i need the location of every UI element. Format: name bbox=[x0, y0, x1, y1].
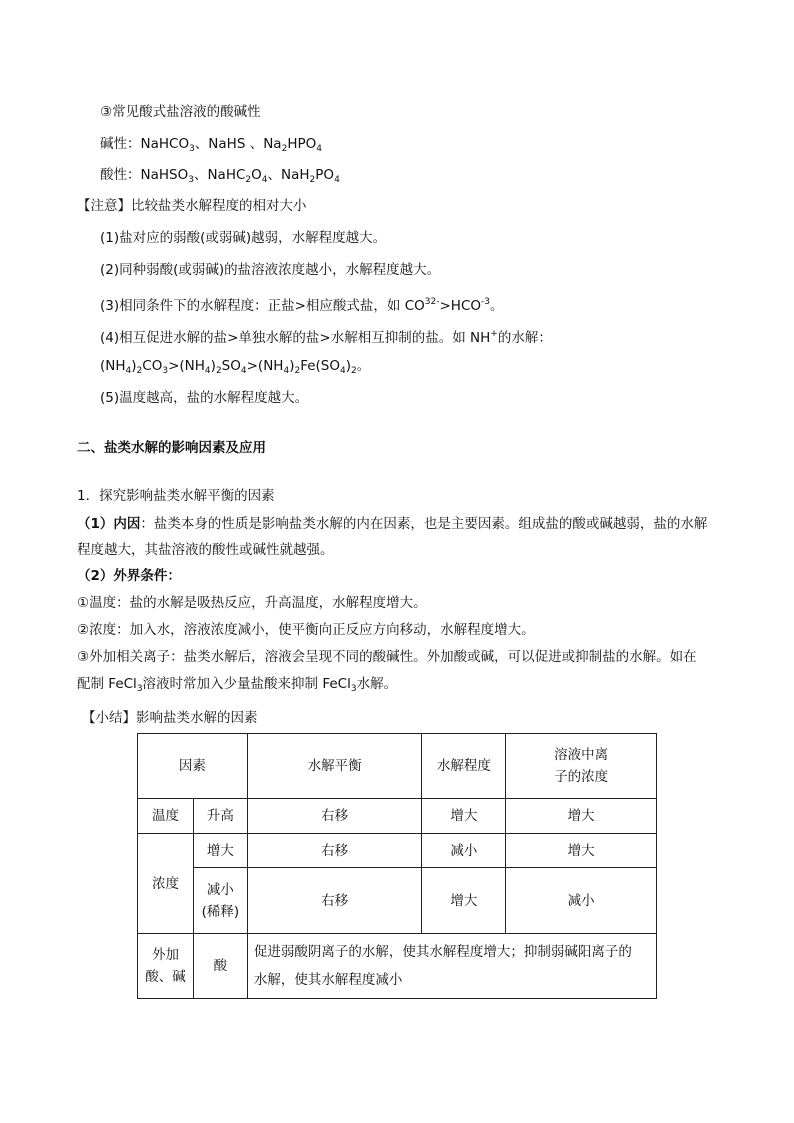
text-part: 配制 FeCl bbox=[77, 676, 137, 692]
table-header-row bbox=[138, 734, 657, 799]
formula-sub: 4 bbox=[283, 366, 290, 376]
formula-part: NaHSO bbox=[140, 167, 189, 183]
formula-sup: 3 bbox=[484, 297, 490, 307]
inc-concentration: 增大 bbox=[506, 834, 657, 868]
header-equilibrium: 水解平衡 bbox=[247, 734, 422, 799]
dec-condition bbox=[193, 868, 247, 934]
formula-sub: 3 bbox=[350, 684, 357, 694]
dec-degree: 增大 bbox=[422, 868, 506, 934]
dec-cond-line2: (稀释) bbox=[201, 903, 240, 920]
formula-sub: 2 bbox=[215, 366, 222, 376]
internal-cause-line2: 程度越大，其盐溶液的酸性或碱性就越强。 bbox=[77, 542, 334, 558]
formula-sub: 2 bbox=[281, 144, 288, 154]
summary-table bbox=[137, 733, 657, 999]
table-row bbox=[138, 799, 657, 834]
summary-heading: 【小结】影响盐类水解的因素 bbox=[82, 710, 258, 726]
formula-sub: 4 bbox=[334, 175, 340, 185]
formula-part: ) bbox=[131, 358, 137, 374]
add-label-line2: 酸、碱 bbox=[145, 969, 186, 985]
add-label bbox=[138, 934, 194, 999]
formula-sub: 2 bbox=[351, 366, 357, 376]
conc-label: 浓度 bbox=[138, 834, 194, 934]
formula-sub: 4 bbox=[316, 144, 322, 154]
table-row bbox=[138, 934, 657, 999]
external-temperature: ①温度：盐的水解是吸热反应，升高温度，水解程度增大。 bbox=[77, 595, 427, 611]
formula-part: (NH bbox=[100, 358, 126, 374]
section2-sub1: 1．探究影响盐类水解平衡的因素 bbox=[77, 488, 275, 504]
table-row bbox=[138, 868, 657, 934]
formula-sup: 2- bbox=[430, 297, 440, 307]
temp-concentration: 增大 bbox=[506, 799, 657, 834]
formula-sub: 2 bbox=[245, 175, 252, 185]
acid-condition: 酸 bbox=[193, 934, 247, 999]
note-point-2: (2)同种弱酸(或弱碱)的盐溶液浓度越小，水解程度越大。 bbox=[100, 262, 441, 278]
section2-heading: 二、盐类水解的影响因素及应用 bbox=[77, 440, 266, 456]
note-point-1: (1)盐对应的弱酸(或弱碱)越弱，水解程度越大。 bbox=[100, 230, 387, 246]
temp-label: 温度 bbox=[138, 799, 194, 834]
formula-sub: 4 bbox=[261, 175, 268, 185]
formula-part: O bbox=[251, 167, 262, 183]
formula-part: 。 bbox=[356, 358, 371, 374]
formula-sub: 3 bbox=[189, 144, 195, 154]
formula-sup: 3 bbox=[424, 297, 431, 307]
dec-equilibrium: 右移 bbox=[247, 868, 422, 934]
header-factor: 因素 bbox=[138, 734, 248, 799]
formula-sub: 4 bbox=[204, 366, 211, 376]
text-part: (3)相同条件下的水解程度：正盐>相应酸式盐，如 CO bbox=[100, 298, 425, 314]
formula-sub: 2 bbox=[309, 175, 316, 185]
add-label-line1: 外加 bbox=[151, 947, 179, 963]
text-part: 溶液时常加入少量盐酸来抑制 FeCl bbox=[142, 676, 351, 692]
formula-part: Fe(SO bbox=[300, 358, 340, 374]
text-part: (4)相互促进水解的盐>单独水解的盐>水解相互抑制的盐。如 NH bbox=[100, 330, 491, 346]
formula-part: ) bbox=[345, 358, 352, 374]
inc-condition: 增大 bbox=[193, 834, 247, 868]
formula-sub: 2 bbox=[294, 366, 301, 376]
external-ions-line2 bbox=[77, 674, 397, 699]
note-heading: 【注意】比较盐类水解程度的相对大小 bbox=[77, 198, 307, 214]
formula-part: PO bbox=[315, 167, 335, 183]
formula-part: 、NaHS 、Na bbox=[194, 136, 282, 152]
formula-part: ) bbox=[289, 358, 295, 374]
formula-sup: - bbox=[481, 297, 485, 307]
formula-sub: 4 bbox=[340, 366, 346, 376]
formula-sub: 2 bbox=[136, 366, 143, 376]
formula-part: >(NH bbox=[246, 358, 284, 374]
basic-salts-line bbox=[100, 134, 322, 159]
text-part: >HCO bbox=[439, 298, 482, 314]
temp-degree: 增大 bbox=[422, 799, 506, 834]
header-degree: 水解程度 bbox=[422, 734, 506, 799]
note-point-5: (5)温度越高，盐的水解程度越大。 bbox=[100, 390, 309, 406]
inc-degree: 减小 bbox=[422, 834, 506, 868]
formula-part: CO bbox=[142, 358, 163, 374]
dec-cond-line1: 减小 bbox=[206, 881, 234, 898]
internal-text: ：盐类本身的性质是影响盐类水解的内在因素，也是主要因素。组成盐的酸或碱越弱，盐的水解 bbox=[140, 516, 708, 532]
formula-part: >(NH bbox=[168, 358, 205, 374]
external-ions-line1: ③外加相关离子：盐类水解后，溶液会呈现不同的酸碱性。外加酸或碱，可以促进或抑制盐的水解。如在 bbox=[77, 649, 697, 665]
internal-cause-line1 bbox=[77, 514, 707, 534]
acid-effect-line1: 促进弱酸阴离子的水解，使其水解程度增大；抑制弱碱阳离子的 bbox=[253, 944, 632, 960]
dec-concentration: 减小 bbox=[506, 868, 657, 934]
acid-effect-line2: 水解，使其水解程度减小 bbox=[253, 972, 403, 988]
item3-title: ③常见酸式盐溶液的酸碱性 bbox=[100, 104, 261, 120]
temp-equilibrium: 右移 bbox=[247, 799, 422, 834]
formula-part: ) bbox=[210, 358, 216, 374]
temp-condition: 升高 bbox=[193, 799, 247, 834]
external-concentration: ②浓度：加入水，溶液浓度减小，使平衡向正反应方向移动，水解程度增大。 bbox=[77, 622, 535, 638]
header-conc-line2: 子的浓度 bbox=[554, 769, 609, 785]
formula-sub: 3 bbox=[136, 684, 143, 694]
acid-effect bbox=[247, 934, 656, 999]
text-part: 的水解： bbox=[497, 330, 552, 346]
formula-sub: 3 bbox=[162, 366, 169, 376]
internal-label: （1）内因 bbox=[77, 516, 141, 532]
note-point-3 bbox=[100, 292, 504, 316]
inc-equilibrium: 右移 bbox=[247, 834, 422, 868]
formula-part: 、NaHC bbox=[193, 167, 246, 183]
acidic-prefix: 酸性： bbox=[100, 167, 141, 183]
acidic-salts-line bbox=[100, 165, 340, 190]
note-point-4 bbox=[100, 324, 552, 348]
formula-part: HPO bbox=[287, 136, 317, 152]
formula-part: SO bbox=[221, 358, 241, 374]
header-conc-line1: 溶液中离 bbox=[554, 747, 609, 763]
formula-sub: 4 bbox=[240, 366, 247, 376]
formula-sub: 4 bbox=[125, 366, 132, 376]
formula-sub: 3 bbox=[188, 175, 194, 185]
text-part: 水解。 bbox=[356, 676, 398, 692]
formula-part: NaHCO bbox=[140, 136, 190, 152]
note-point-4-formula bbox=[100, 356, 370, 381]
basic-prefix: 碱性： bbox=[100, 136, 141, 152]
table-row bbox=[138, 834, 657, 868]
formula-part: 、NaH bbox=[267, 167, 310, 183]
formula-sup: + bbox=[490, 329, 498, 339]
external-label: （2）外界条件： bbox=[77, 568, 181, 584]
header-concentration bbox=[506, 734, 657, 799]
text-part: 。 bbox=[490, 298, 504, 314]
